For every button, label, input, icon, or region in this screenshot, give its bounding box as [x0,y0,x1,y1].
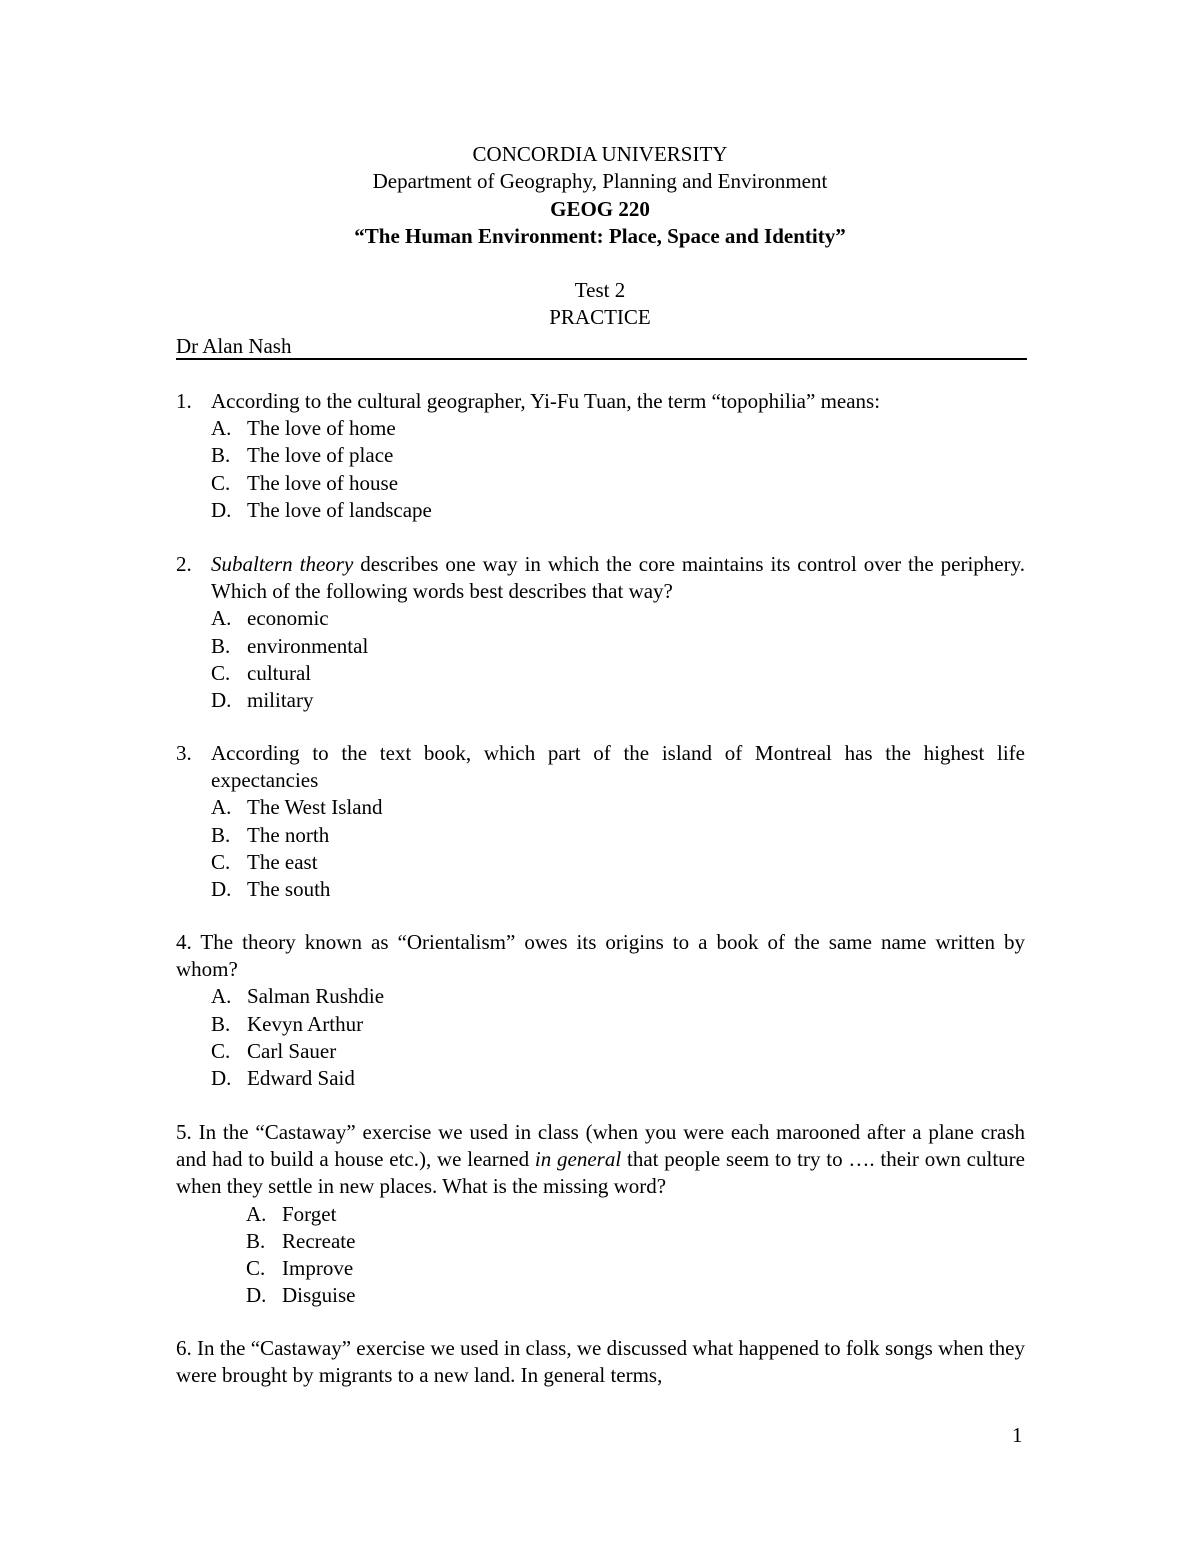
instructor-name: Dr Alan Nash [176,334,292,358]
page-number: 1 [1012,1423,1023,1447]
option-text: The love of home [247,416,396,441]
option-letter: C. [211,1038,231,1063]
option-a [211,605,1025,632]
option-letter: A. [211,795,232,820]
option-b [211,633,1025,660]
option-letter: D. [246,1283,267,1308]
question-body: In the “Castaway” exercise we used in class, we discussed what happened to folk songs when they were brought by migrants to a new land. In general terms, [176,1336,1025,1388]
option-b [211,1011,1025,1038]
test-name: Test 2 [574,278,626,302]
question-text [176,1335,1025,1389]
question-number: 4. [176,930,192,954]
option-text: Salman Rushdie [247,984,385,1009]
question-number: 5. [176,1120,192,1144]
option-d [211,876,1025,903]
option-letter: A. [211,606,232,631]
option-text: Forget [282,1201,337,1226]
option-c [211,1038,1025,1065]
question-number: 6. [176,1336,192,1360]
option-letter: D. [211,877,232,902]
option-letter: D. [211,1066,232,1091]
option-text: Kevyn Arthur [247,1011,364,1036]
option-text: Carl Sauer [247,1038,337,1063]
option-letter: B. [246,1228,266,1253]
department-name: Department of Geography, Planning and Environment [372,169,828,193]
option-letter: C. [211,660,231,685]
option-letter: C. [211,849,231,874]
option-a [246,1201,1025,1228]
course-title: “The Human Environment: Place, Space and Identity” [354,224,846,248]
option-letter: A. [211,416,232,441]
university-name: CONCORDIA UNIVERSITY [472,142,728,166]
option-d [211,687,1025,714]
option-letter: C. [211,470,231,495]
option-list [211,415,1025,524]
question-text [176,1119,1025,1201]
question-emphasis: in general [534,1147,622,1172]
option-a [211,983,1025,1010]
question-text-after: that people seem to try to …. their own culture when they settle in new places. What is the missing word? [176,1147,1025,1199]
question-text [176,929,1025,983]
option-letter: B. [211,633,231,658]
option-d [211,1065,1025,1092]
option-c [211,470,1025,497]
option-text: Disguise [282,1283,356,1308]
question-text: According to the text book, which part of the island of Montreal has the highest life expectancies [211,741,1025,793]
course-code: GEOG 220 [550,197,650,221]
option-text: Recreate [282,1228,356,1253]
option-a [211,415,1025,442]
option-a [211,794,1025,821]
option-d [211,497,1025,524]
option-text: cultural [247,660,312,685]
question-6 [176,1335,1025,1389]
option-text: environmental [247,633,369,658]
question-number: 1. [176,389,192,413]
option-list [211,794,1025,903]
option-b [211,442,1025,469]
option-letter: D. [211,497,232,522]
option-text: The east [247,849,318,874]
header-divider [176,358,1027,360]
question-text [211,551,1025,605]
option-text: Improve [282,1256,354,1281]
question-5 [176,1119,1025,1309]
option-text: The West Island [247,795,383,820]
option-letter: A. [211,984,232,1009]
option-text: Edward Said [247,1066,355,1091]
option-letter: B. [211,443,231,468]
question-3 [176,740,1025,903]
option-c [211,660,1025,687]
option-b [246,1228,1025,1255]
question-text-rest: describes one way in which the core maintains its control over the periphery. Which of the following words best describes that way? [211,552,1025,604]
option-text: The south [247,877,331,902]
option-text: military [247,688,314,713]
test-type: PRACTICE [549,305,651,329]
question-emphasis: Subaltern theory [211,552,354,576]
option-text: The love of place [247,443,394,468]
question-body: The theory known as “Orientalism” owes its origins to a book of the same name written by whom? [176,930,1025,982]
question-4 [176,929,1025,1092]
option-c [211,849,1025,876]
option-letter: B. [211,1011,231,1036]
option-text: The love of landscape [247,497,432,522]
option-b [211,822,1025,849]
question-number: 2. [176,552,192,576]
option-c [246,1255,1025,1282]
question-number: 3. [176,741,192,765]
option-list [211,983,1025,1092]
option-letter: D. [211,688,232,713]
option-text: The north [247,822,330,847]
option-list [246,1201,1025,1310]
option-text: The love of house [247,470,399,495]
question-text-before: In the “Castaway” exercise we used in class (when you were each marooned after a plane crash and had to build a house etc.), we learned [176,1120,1026,1172]
question-2 [176,551,1025,714]
question-text: According to the cultural geographer, Yi-Fu Tuan, the term “topophilia” means: [211,389,881,413]
question-1 [176,388,1025,524]
option-text: economic [247,606,329,631]
option-letter: A. [246,1201,267,1226]
option-letter: C. [246,1256,266,1281]
option-list [211,605,1025,714]
option-d [246,1282,1025,1309]
option-letter: B. [211,822,231,847]
